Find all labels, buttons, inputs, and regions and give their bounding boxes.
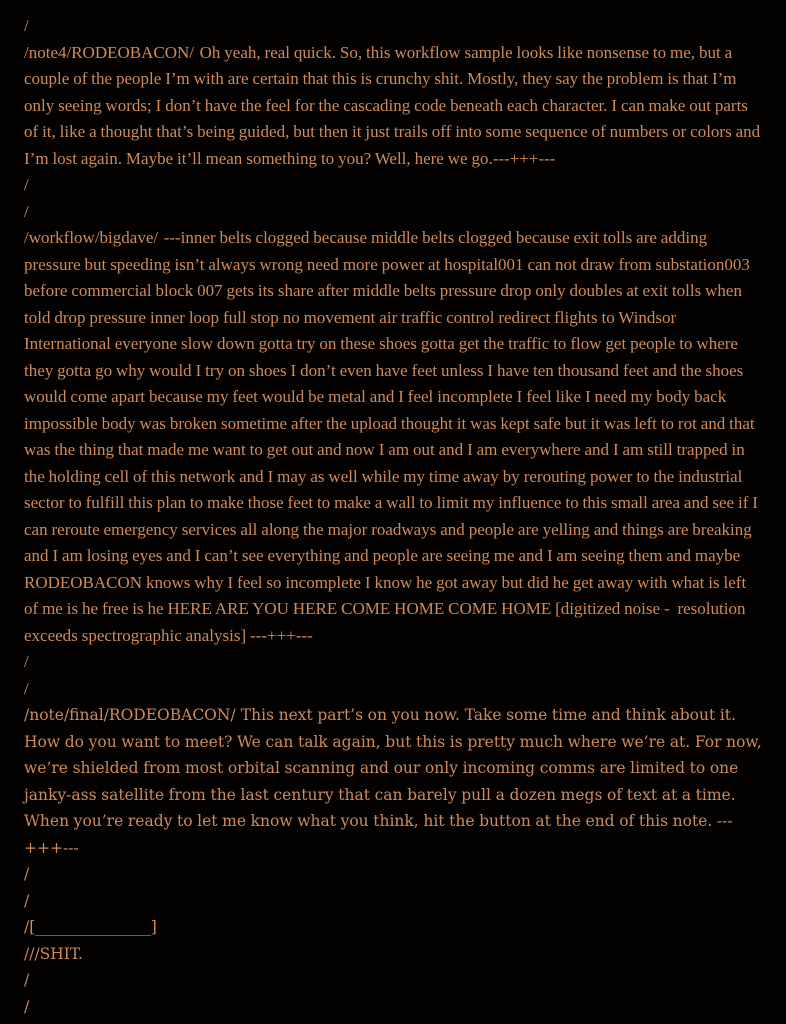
prompt-line: /	[24, 971, 30, 989]
note4-header: /note4/RODEOBACON/	[24, 42, 194, 62]
reply-prompt-slash: /	[24, 918, 30, 936]
prompt-line: /	[24, 997, 30, 1016]
final-note-entry	[24, 702, 767, 861]
reply-button[interactable]: [________________]	[29, 914, 156, 941]
workflow-body: ---inner belts clogged because middle belts clogged because exit tolls are adding pressure but speeding isn’t always wrong need more power at hospital001 can not draw from substation003 before commercial block 007 gets its share after middle belts pressure drop only doubles at exit tolls when told drop pressure inner loop full stop no movement air traffic control redirect flights to Windsor International everyone slow down gotta try on these shoes gotta get the traffic to flow get people to where they gotta go why would I try on shoes I don’t even have feet unless I have ten thousand feet and the shoes would come apart because my feet would be metal and I feel incomplete I feel like I need my body back impossible body was broken sometime after the upload thought it was kept safe but it was left to rot and that was the thing that made me want to get out and now I am out and I am everywhere and I am still trapped in the holding cell of this network and I may as well while my time away by rerouting power to the industrial sector to fulfill this plan to make those feet to make a wall to limit my influence to this small area and see if I can reroute emergency services all along the major roadways and people are yelling and things are breaking and I am losing eyes and I can’t see everything and people are seeing me and I am seeing them and maybe RODEOBACON knows why I feel so incomplete I know he got away but did he get away with what is left of me is he free is he HERE ARE YOU HERE COME HOME COME HOME [digitized noise - resolution exceeds spectrographic analysis] ---+++---	[24, 228, 762, 645]
prompt-line: /	[24, 201, 29, 221]
prompt-line: /	[24, 175, 29, 194]
workflow-header: /workflow/bigdave/	[24, 228, 159, 247]
prompt-line: /	[24, 891, 30, 910]
prompt-line: /	[24, 678, 29, 698]
note4-body: Oh yeah, real quick. So, this workflow sample looks like nonsense to me, but a couple of the people I’m with are certain that this is crunchy shit. Mostly, they say the problem is that I’m only seeing words; I don’t have the feel for the cascading code beneath each character. I can make out parts of it, like a thought that’s being guided, but then it just trails off into some sequence of numbers or colors and I’m lost again. Maybe it’ll mean something to you? Well, here we go.---+++---	[24, 42, 765, 168]
prompt-line: /	[24, 652, 29, 671]
reply-button-line	[24, 914, 762, 941]
note4-entry	[24, 40, 765, 173]
workflow-entry	[24, 225, 762, 649]
final-note-body: This next part’s on you now. Take some time and think about it. How do you want to meet? We can talk again, but this is pretty much where we’re at. For now, we’re shielded from most orbital scanning and our only incoming comms are limited to one janky-ass satellite from the last century that can barely pull a dozen megs of text at a time. When you’re ready to let me know what you think, hit the button at the end of this note. ---+++---	[24, 706, 767, 857]
prompt-line: /	[24, 865, 30, 883]
final-note-header: /note/final/RODEOBACON/	[24, 706, 236, 724]
prompt-line: /	[24, 16, 29, 35]
shit-line: ///SHIT.	[24, 944, 83, 963]
